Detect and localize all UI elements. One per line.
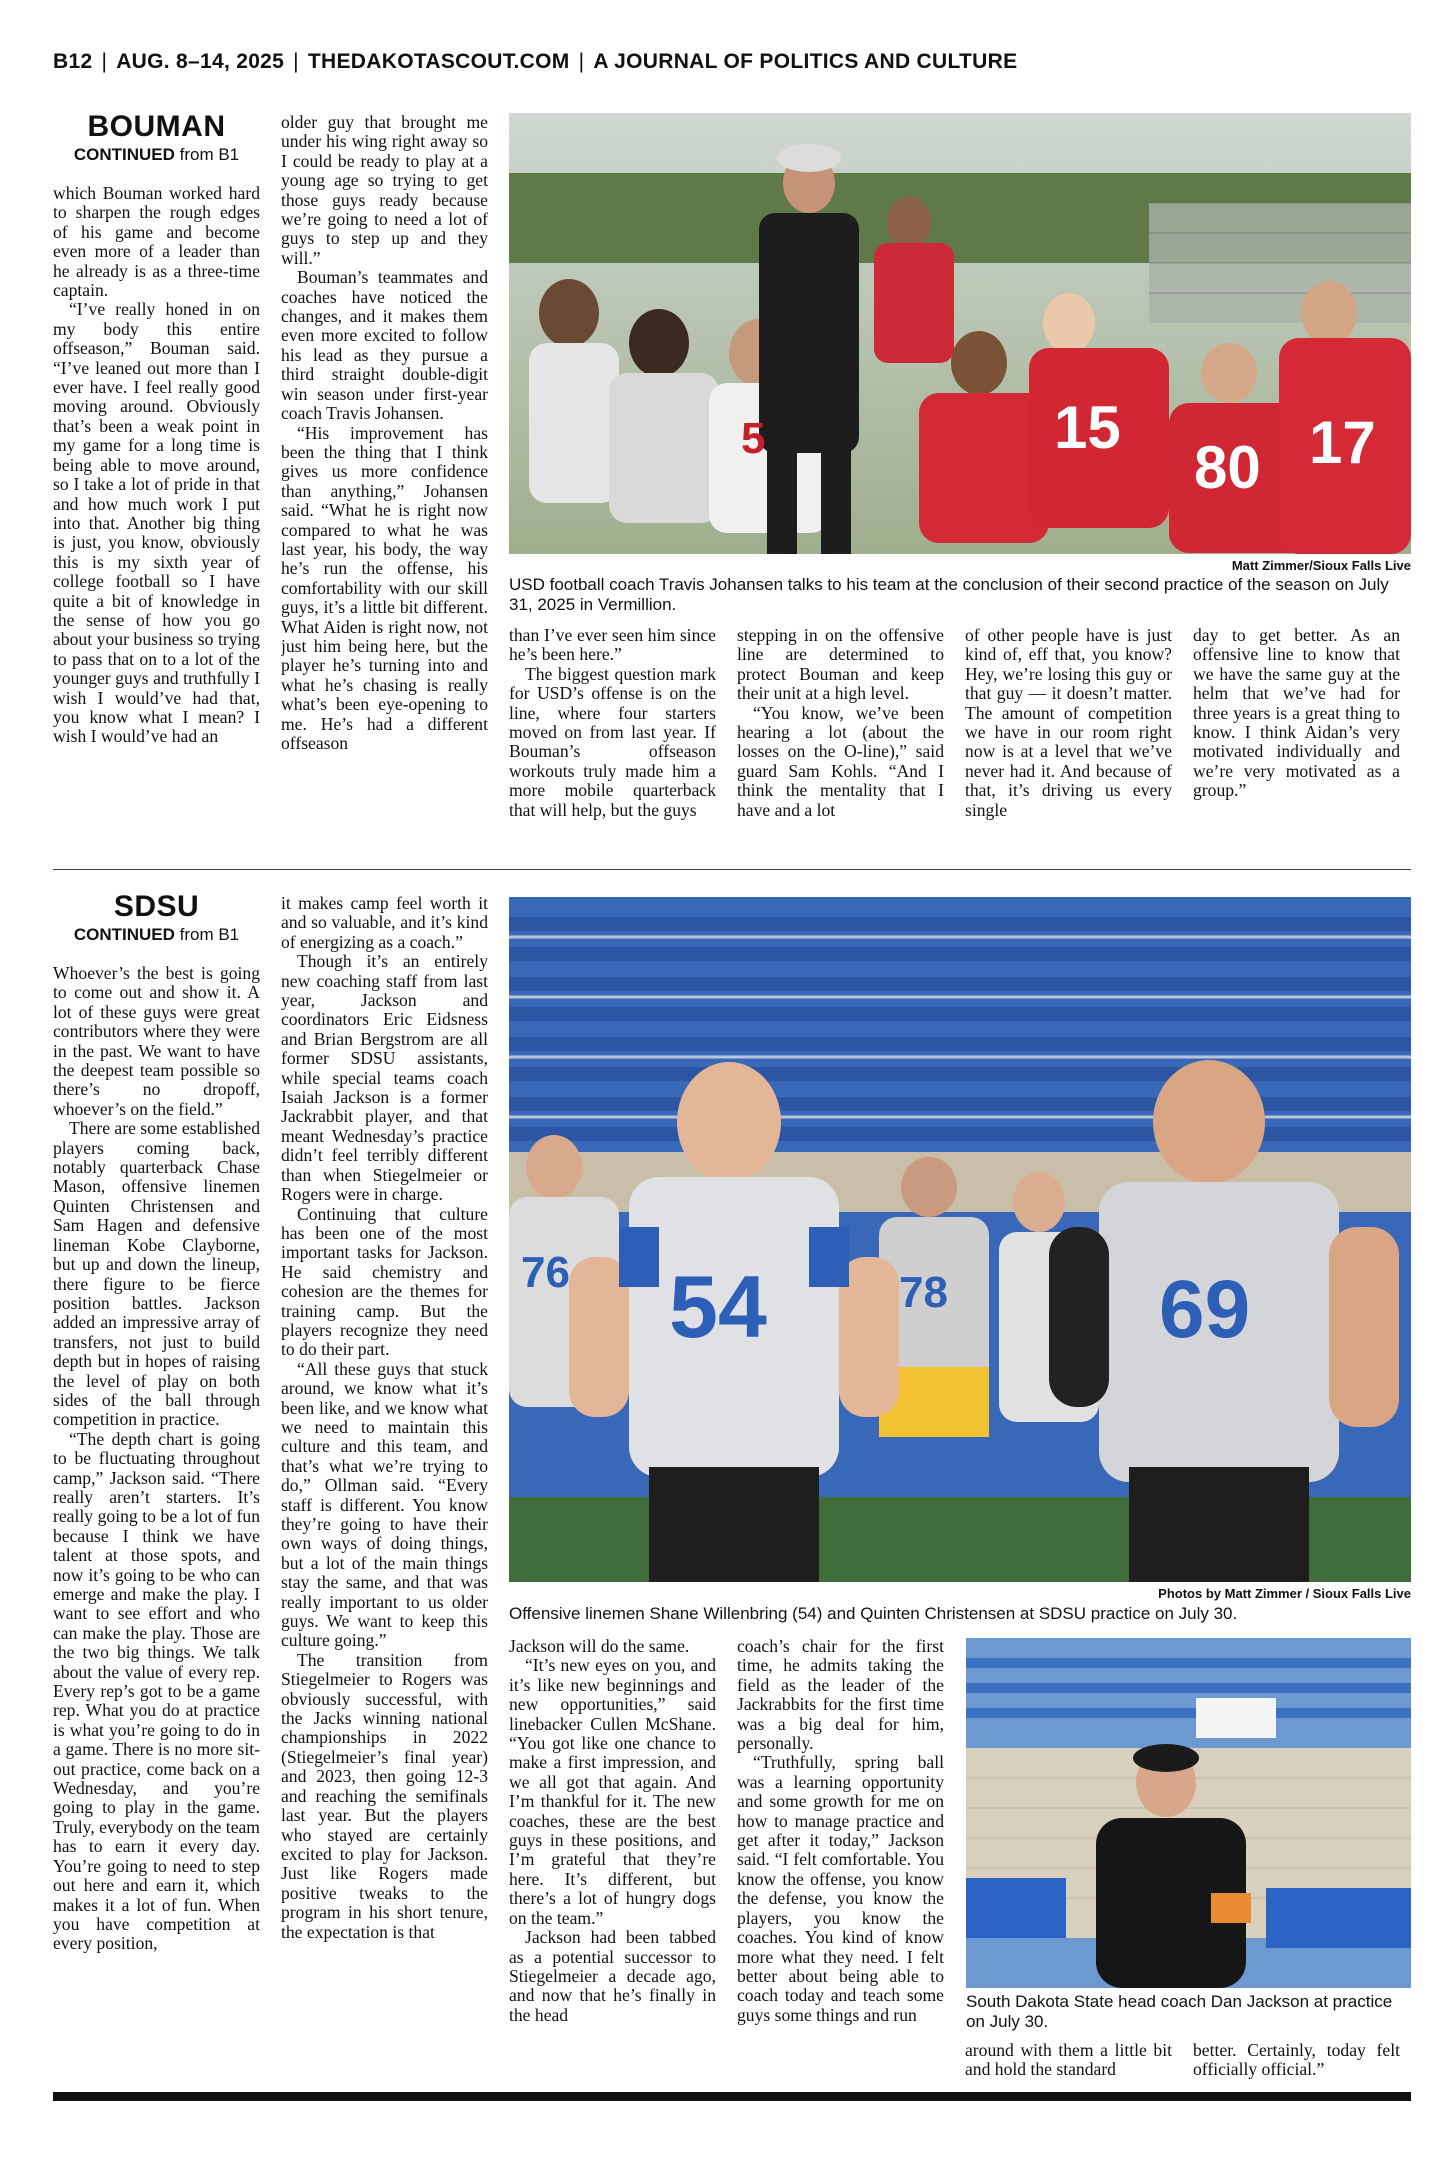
sdsu-column-6: better. Certainly, today felt officially official.” bbox=[1193, 2041, 1400, 2080]
sdsu-coach-photo-caption: South Dakota State head coach Dan Jackson at practice on July 30. bbox=[966, 1992, 1393, 2031]
story-divider-rule bbox=[53, 869, 1411, 870]
bouman-column-5: of other people have is just kind of, eff that, you know? Hey, we’re losing this guy or that guy — it doesn’t matter. The amount of competition we have in our room right now is at a level that we’ve never had it. And because of that, it’s driving us every single bbox=[965, 626, 1172, 820]
page-folio: B12 | AUG. 8–14, 2025 | THEDAKOTASCOUT.COM | A JOURNAL OF POLITICS AND CULTURE bbox=[53, 50, 1018, 73]
bouman-title: BOUMAN bbox=[87, 110, 226, 143]
bouman-column-4: stepping in on the offensive line are determined to protect Bouman and keep their unit at a high level. “You know, we’ve been hearing a lot (about the losses on the O-line),” said guard Sam Kohls. “And I think the mentality that I have and a lot bbox=[737, 626, 944, 820]
bouman-column-3: than I’ve ever seen him since he’s been here.” The biggest question mark for USD’s offense is on the line, where four starters moved on from last year. If Bouman’s offseason workouts truly made him a more mobile quarterback that will help, but the guys bbox=[509, 626, 716, 820]
usd-photo-credit: Matt Zimmer/Sioux Falls Live bbox=[1231, 558, 1411, 573]
sdsu-column-5: around with them a little bit and hold the standard bbox=[965, 2041, 1172, 2080]
sdsu-title: SDSU bbox=[113, 890, 200, 923]
jersey-number-15: 15 bbox=[1054, 394, 1121, 461]
sdsu-column-1: Whoever’s the best is going to come out and show it. A lot of these guys were great contributors where they were in the past. We want to have the deepest team possible so there’s no dropoff, whoever’s on the field.” There are some established players coming back, notably quarterback Chase Mason, offensive linemen Quinten Christensen and Sam Hagen and defensive lineman Kobe Clayborne, but up and down the lineup, there figure to be fierce position battles. Jackson added an impressive array of transfers, not just to build depth but in hopes of raising the level of play on both sides of the ball through competition in practice. “The depth chart is going to be fluctuating throughout camp,” Jackson said. “There really aren’t starters. It’s really going to be a lot of fun because I think we have talent at those spots, and now it’s going to be who can emerge and make the play. I want to see effort and who can make the play. Those are the two big things. We talk about the value of every rep. Every rep’s got to be a game rep. What you do at practice is what you’re going to do in a game. There is no more sit-out practice, come back on a Wednesday, and you’re going to play in the game. Truly, everybody on the team has to earn it every day. You’re going to need to step out here and earn it, which makes it a lot of fun. When you have competition at every position, bbox=[53, 964, 260, 1954]
sdsu-photo-credit: Photos by Matt Zimmer / Sioux Falls Live bbox=[1158, 1586, 1411, 1601]
usd-team-photo bbox=[509, 113, 1411, 554]
sdsu-coach-photo bbox=[966, 1638, 1411, 1988]
page-bottom-bar bbox=[53, 2092, 1411, 2101]
tagline: A JOURNAL OF POLITICS AND CULTURE bbox=[593, 50, 1018, 73]
jersey-number-76: 76 bbox=[521, 1248, 570, 1297]
sdsu-column-2: it makes camp feel worth it and so valuable, and it’s kind of energizing as a coach.” Though it’s an entirely new coaching staff from last year, Jackson and coordinators Eric Eidsness and Brian Bergstrom are all former SDSU assistants, while special teams coach Isaiah Jackson is a former Jackrabbit player, and that meant Wednesday’s practice didn’t feel terribly different than when Stiegelmeier or Rogers were in charge. Continuing that culture has been one of the most important tasks for Jackson. He said chemistry and cohesion are the themes for training camp. But the players recognize they need to do their part. “All these guys that stuck around, we know what it’s been like, and we know what we need to maintain this culture and this team, and that’s what we’re trying to do,” Ollman said. “Every staff is different. You know they’re going to have their own ways of doing things, but a lot of the main things stay the same, and that was really important to us older guys. We want to keep this culture going.” The transition from Stiegelmeier to Rogers was obviously successful, with the Jacks winning national championships in 2022 (Stiegelmeier’s final year) and 2023, then going 12-3 and reaching the semifinals last year. But the players who stayed are certainly excited to play for Jackson. Just like Rogers made positive tweaks to the program in his short tenure, the expectation is that bbox=[281, 894, 488, 1942]
sdsu-column-3: Jackson will do the same. “It’s new eyes on you, and it’s like new beginnings and new opportunities,” said linebacker Cullen McShane. “You got like one chance to make a first impression, and we all got that again. And I’m thankful for it. The new coaches, these are the best guys in these positions, and I’m grateful that they’re here. It’s different, but there’s a lot of hungry dogs on the team.” Jackson had been tabbed as a potential successor to Stiegelmeier a decade ago, and now that he’s finally in the head bbox=[509, 1637, 716, 2025]
sdsu-linemen-photo bbox=[509, 897, 1411, 1582]
sdsu-linemen-photo-illustration bbox=[509, 897, 1411, 1582]
usd-photo-caption: USD football coach Travis Johansen talks to his team at the conclusion of their second practice of the season on July 31, 2025 in Vermillion. bbox=[509, 575, 1389, 614]
sdsu-coach-photo-illustration bbox=[966, 1638, 1411, 1988]
sdsu-column-4: coach’s chair for the first time, he admits taking the field as the leader of the Jackrabbits for the first time was a big deal for him, personally. “Truthfully, spring ball was a learning opportunity and some growth for me on how to manage practice and get after it today,” Jackson said. “I felt comfortable. You know the offense, you know the defense, you know the players, you know the coaches. You kind of know more what they need. I felt better about being able to coach today and teach some guys some things and run bbox=[737, 1637, 944, 2025]
bouman-column-6: day to get better. As an offensive line to know that we have the same guy at the helm that we’ve had for three years is a great thing to know. I think Aidan’s very motivated individually and we’re very motivated as a group.” bbox=[1193, 626, 1400, 801]
bouman-column-2: older guy that brought me under his wing right away so I could be ready to play at a young age so trying to get those guys ready because we’re going to need a lot of guys to step up and they will.” Bouman’s teammates and coaches have noticed the changes, and it makes them even more excited to follow his lead as they pursue a third straight double-digit win season under first-year coach Travis Johansen. “His improvement has been the thing that I think gives us more confidence than anything,” Johansen said. “What he is right now compared to what he was last year, his body, the way he’s run the offense, his comfortability with our skill guys, it’s a little bit different. What Aiden is right now, not just him being here, but the player he’s turning into and what he’s chasing is really what’s been eye-opening to me. He’s had a different offseason bbox=[281, 113, 488, 753]
jersey-number-69: 69 bbox=[1159, 1264, 1251, 1355]
jersey-number-80: 80 bbox=[1194, 434, 1261, 501]
bouman-jump-head bbox=[53, 110, 260, 166]
usd-team-photo-illustration bbox=[509, 113, 1411, 554]
jersey-number-78: 78 bbox=[899, 1268, 948, 1317]
jersey-number-17: 17 bbox=[1309, 409, 1376, 476]
bouman-column-1: which Bouman worked hard to sharpen the rough edges of his game and become even more of a leader than he already is as a three-time captain. “I’ve really honed in on my body this entire offseason,” Bouman said. “I’ve leaned out more than I ever have. I feel really good moving around. Obviously that’s been a weak point in my game for a long time is being able to move around, so I take a lot of pride in that and how much work I put into that. Another big thing is just, you know, obviously this is my sixth year of college football so I have quite a bit of knowledge in the sense of how you go about your business so trying to pass that on to a lot of the younger guys and truthfully I wish I would’ve had that, you know what I mean? I wish I would’ve had an bbox=[53, 184, 260, 747]
sdsu-continued-line: CONTINUED from B1 bbox=[73, 925, 240, 944]
page-number: B12 bbox=[53, 50, 93, 73]
jersey-number-54: 54 bbox=[669, 1257, 767, 1356]
sdsu-photo-caption: Offensive linemen Shane Willenbring (54) and Quinten Christensen at SDSU practice on July 30. bbox=[509, 1604, 1238, 1623]
bouman-continued-line: CONTINUED from B1 bbox=[73, 145, 240, 164]
issue-date: AUG. 8–14, 2025 bbox=[116, 50, 285, 73]
jersey-number-5: 5 bbox=[741, 414, 766, 463]
site-link[interactable]: THEDAKOTASCOUT.COM bbox=[307, 50, 570, 73]
sdsu-jump-head bbox=[53, 890, 260, 946]
